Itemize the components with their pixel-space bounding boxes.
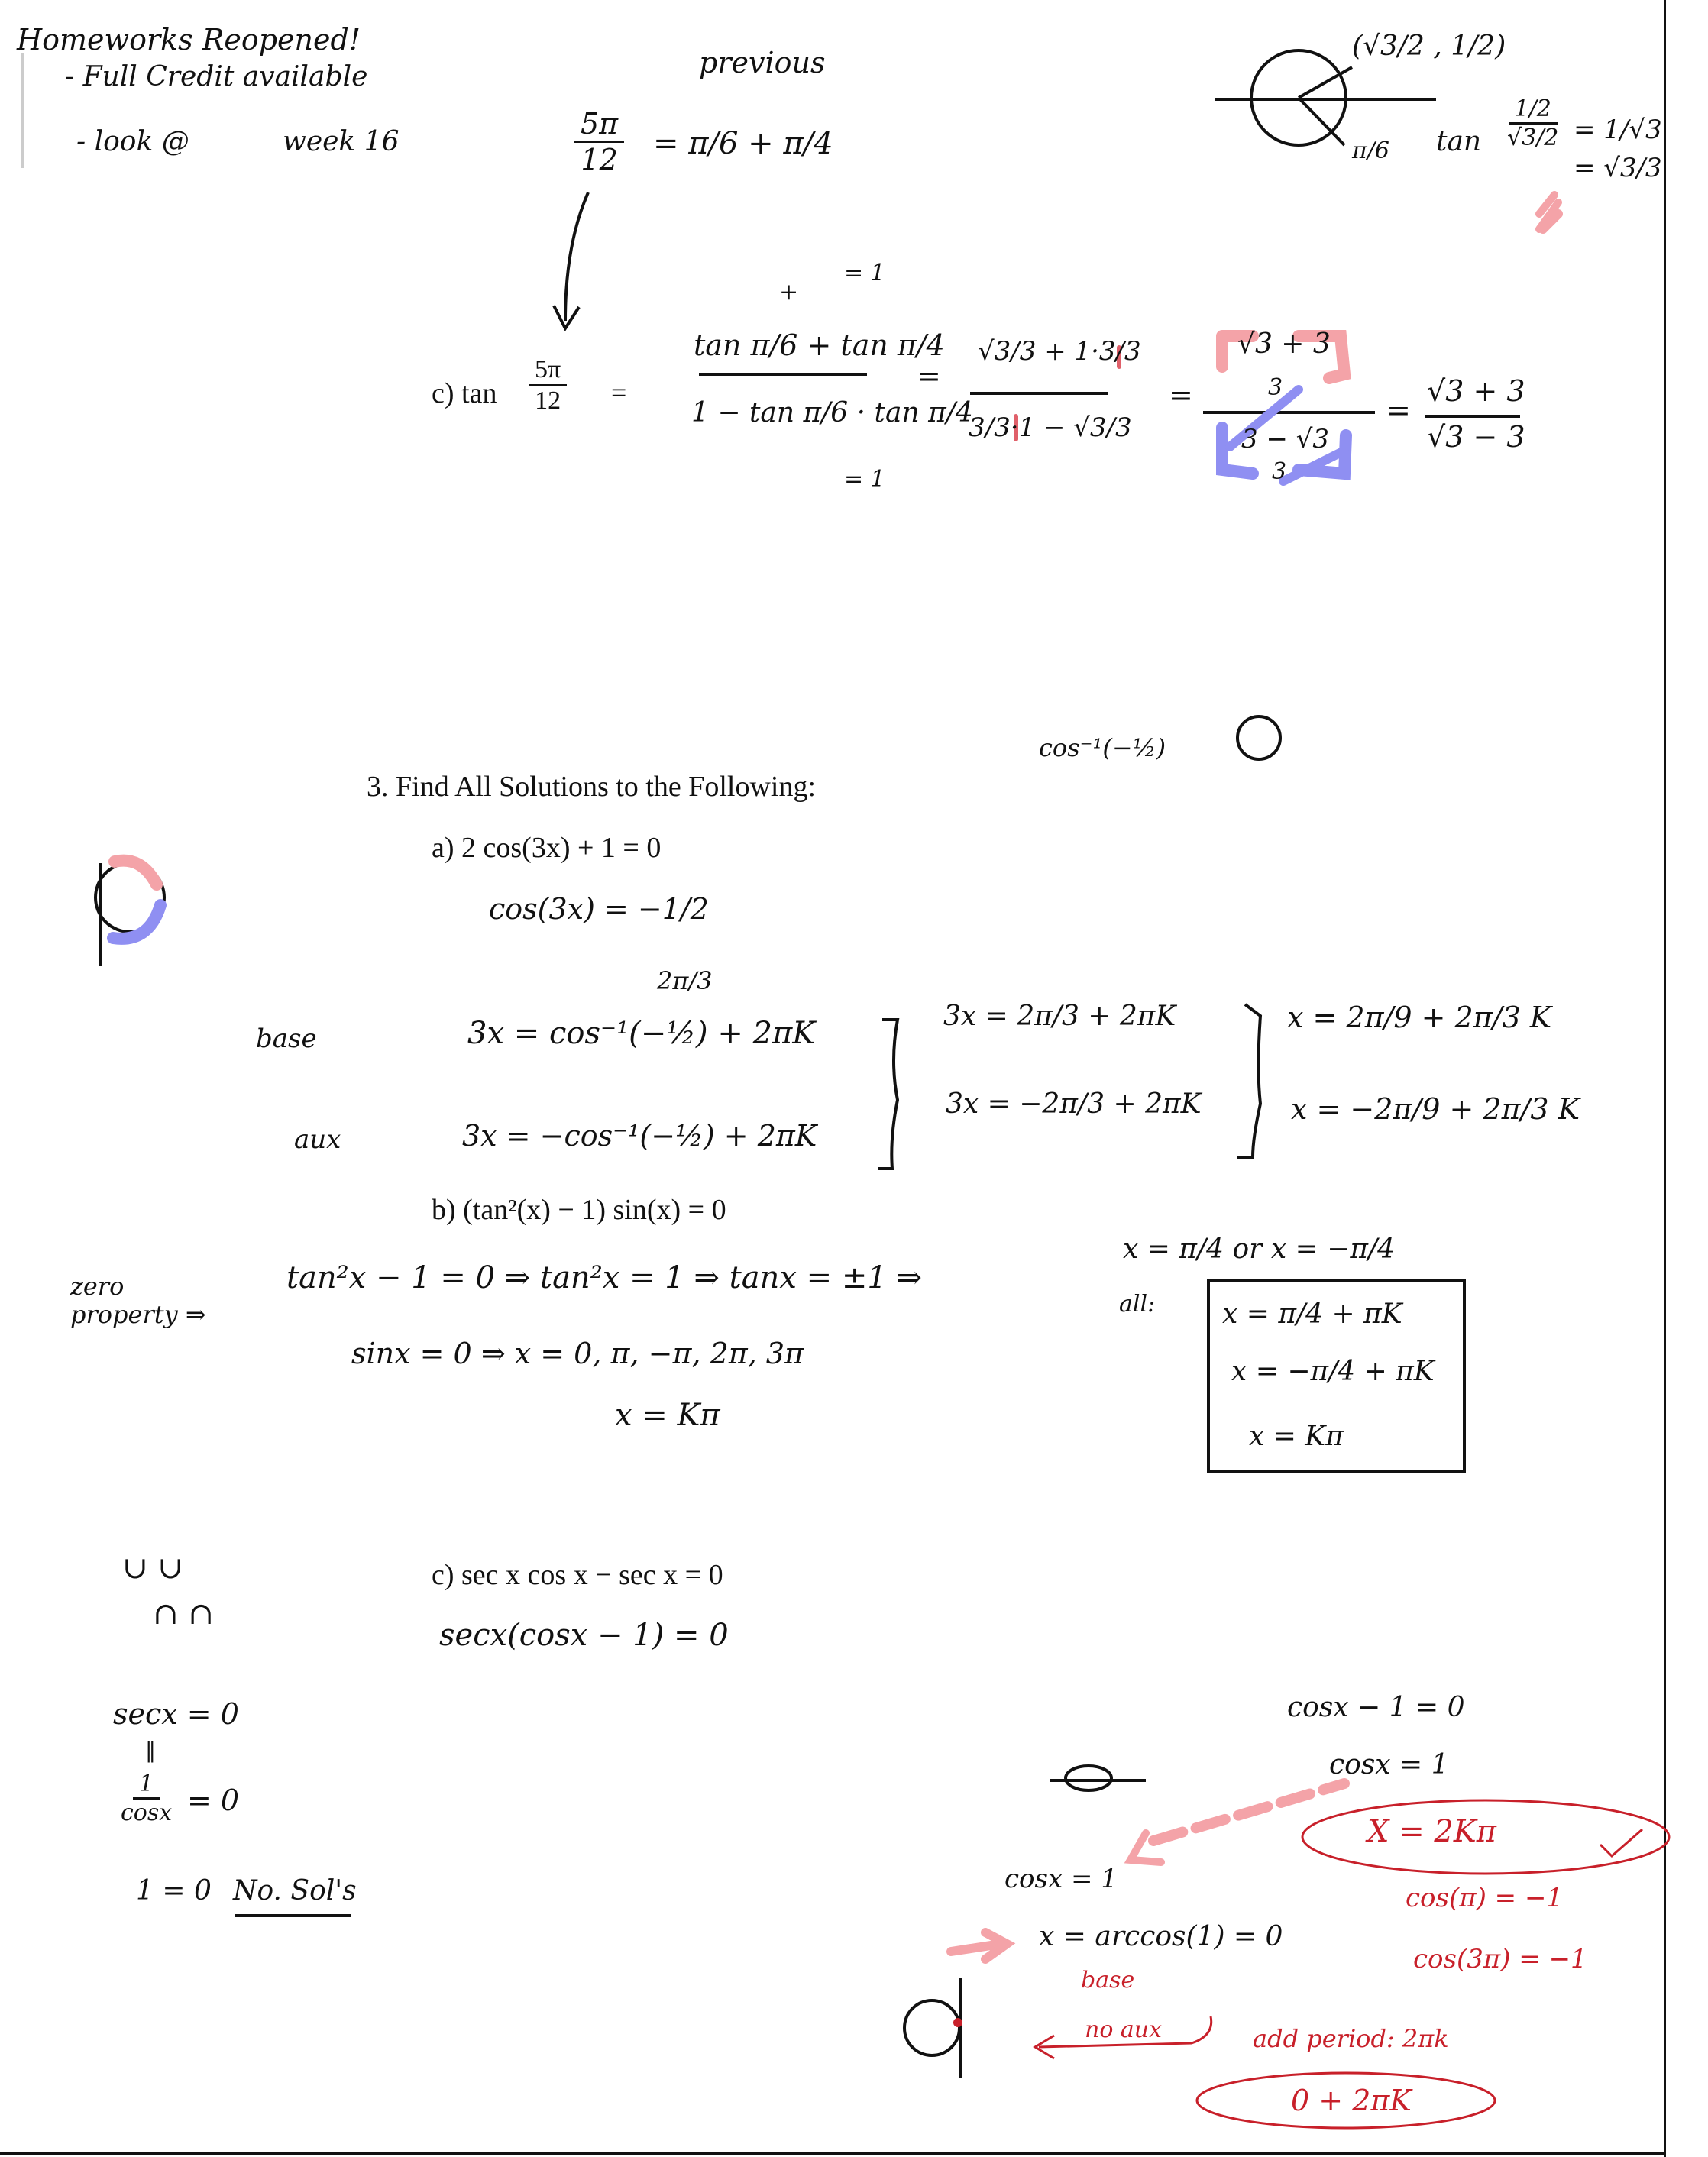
decomp-fraction bbox=[574, 107, 624, 176]
a-annot: 2π/3 bbox=[657, 966, 713, 995]
b-line1: tan²x − 1 = 0 ⇒ tan²x = 1 ⇒ tanx = ±1 ⇒ bbox=[286, 1260, 923, 1295]
tan-fraction bbox=[1501, 95, 1564, 151]
eq3-equals: = bbox=[1386, 393, 1411, 427]
c-step1: secx(cosx − 1) = 0 bbox=[439, 1618, 729, 1653]
tan-num: 1/2 bbox=[1509, 95, 1558, 125]
eq1-equals: = bbox=[917, 359, 941, 393]
tan-result1: = 1/√3 bbox=[1574, 115, 1662, 145]
c-right4: cos(π) = −1 bbox=[1406, 1883, 1564, 1913]
a-step1: cos(3x) = −1/2 bbox=[489, 892, 709, 926]
c-right2: cosx = 1 bbox=[1329, 1749, 1449, 1780]
tan-problem-num: 5π bbox=[529, 355, 567, 386]
c-left2-rhs: = 0 bbox=[187, 1783, 240, 1817]
eq2-equals: = bbox=[1169, 378, 1193, 412]
eq1-num: tan π/6 + tan π/4 bbox=[694, 328, 945, 362]
tan-result2: = √3/3 bbox=[1574, 153, 1662, 183]
announcement-credit: - Full Credit available bbox=[65, 61, 368, 92]
decomp-num: 5π bbox=[574, 107, 624, 143]
previous-label: previous bbox=[699, 46, 826, 79]
eq-one-bottom: = 1 bbox=[844, 466, 885, 493]
a-base-eq: 3x = cos⁻¹(−½) + 2πK bbox=[467, 1016, 816, 1051]
c-left2-num: 1 bbox=[133, 1771, 160, 1800]
decomp-rhs: = π/6 + π/4 bbox=[653, 126, 833, 161]
c-left3-note: No. Sol's bbox=[233, 1875, 357, 1906]
tan-eq-sign: = bbox=[611, 377, 627, 408]
eq3-num-den: 3 bbox=[1268, 374, 1283, 401]
a-res2: x = −2π/9 + 2π/3 K bbox=[1291, 1092, 1580, 1126]
c-left2-den: cosx bbox=[121, 1800, 173, 1826]
a-aux-label: aux bbox=[294, 1124, 341, 1155]
a-res1: x = 2π/9 + 2π/3 K bbox=[1287, 1001, 1552, 1034]
eq1-den: 1 − tan π/6 · tan π/4 bbox=[691, 397, 973, 428]
plus-annotation: + bbox=[779, 279, 799, 306]
c-final: 0 + 2πK bbox=[1291, 2084, 1412, 2117]
section3-heading: 3. Find All Solutions to the Following: bbox=[367, 771, 817, 803]
a-mid2: 3x = −2π/3 + 2πK bbox=[946, 1088, 1202, 1120]
unit-circle-angle: π/6 bbox=[1352, 137, 1389, 164]
b-zero-label2: property ⇒ bbox=[70, 1300, 206, 1329]
c-noaux: no aux bbox=[1085, 2016, 1163, 2043]
eq2-num: √3/3 + 1·3/3 bbox=[978, 336, 1141, 367]
c-doodle2: ∩ ∩ bbox=[153, 1596, 214, 1631]
a-mid1: 3x = 2π/3 + 2πK bbox=[943, 1001, 1176, 1032]
announcement-look: - look @ bbox=[76, 126, 189, 157]
eq3-num: √3 + 3 bbox=[1237, 328, 1331, 360]
c-left3: 1 = 0 bbox=[136, 1875, 212, 1906]
b-line3: x = Kπ bbox=[615, 1398, 720, 1433]
c-right1: cosx − 1 = 0 bbox=[1287, 1692, 1465, 1723]
problem-a: a) 2 cos(3x) + 1 = 0 bbox=[432, 832, 662, 864]
c-mid2: x = arccos(1) = 0 bbox=[1039, 1921, 1283, 1952]
c-left2-fraction bbox=[115, 1771, 178, 1826]
c-mid1: cosx = 1 bbox=[1004, 1864, 1118, 1894]
tan-problem-label: c) tan bbox=[432, 377, 497, 409]
announcement-title: Homeworks Reopened! bbox=[17, 23, 361, 57]
b-box1: x = π/4 + πK bbox=[1222, 1298, 1402, 1330]
a-base-label: base bbox=[256, 1024, 317, 1054]
announcement-week: week 16 bbox=[283, 126, 400, 157]
c-right5: cos(3π) = −1 bbox=[1413, 1944, 1587, 1974]
eq2-den: 3/3·1 − √3/3 bbox=[969, 412, 1132, 443]
b-line2: sinx = 0 ⇒ x = 0, π, −π, 2π, 3π bbox=[351, 1337, 804, 1370]
b-sols-top: x = π/4 or x = −π/4 bbox=[1123, 1234, 1396, 1265]
eq3-den-den: 3 bbox=[1272, 458, 1287, 485]
a-aux-eq: 3x = −cos⁻¹(−½) + 2πK bbox=[462, 1119, 817, 1153]
b-zero-label1: zero bbox=[70, 1272, 125, 1301]
arccos-note: cos⁻¹(−½) bbox=[1039, 733, 1166, 762]
decomp-den: 12 bbox=[581, 143, 618, 176]
problem-c: c) sec x cos x − sec x = 0 bbox=[432, 1559, 723, 1591]
b-box3: x = Kπ bbox=[1249, 1421, 1344, 1452]
b-box2: x = −π/4 + πK bbox=[1231, 1356, 1435, 1387]
problem-b: b) (tan²(x) − 1) sin(x) = 0 bbox=[432, 1194, 726, 1226]
eq4-num: √3 + 3 bbox=[1427, 374, 1525, 408]
c-period: add period: 2πk bbox=[1253, 2024, 1449, 2053]
eq3-den: 3 − √3 bbox=[1241, 424, 1330, 454]
c-left1: secx = 0 bbox=[113, 1697, 239, 1731]
eq4-den: √3 − 3 bbox=[1427, 420, 1525, 454]
unit-circle-point: (√3/2 , 1/2) bbox=[1352, 31, 1506, 62]
c-left-equiv: ‖ bbox=[145, 1738, 156, 1763]
tan-problem-den: 12 bbox=[535, 386, 561, 415]
tan-label: tan bbox=[1436, 126, 1482, 157]
tan-den: √3/2 bbox=[1507, 125, 1559, 151]
c-doodle1: ∪ ∪ bbox=[122, 1551, 183, 1586]
tan-problem-fraction bbox=[529, 355, 567, 416]
c-right3: X = 2Kπ bbox=[1367, 1814, 1497, 1849]
c-base: base bbox=[1081, 1967, 1135, 1994]
b-all-label: all: bbox=[1119, 1291, 1156, 1318]
eq-one-top: = 1 bbox=[844, 260, 885, 286]
